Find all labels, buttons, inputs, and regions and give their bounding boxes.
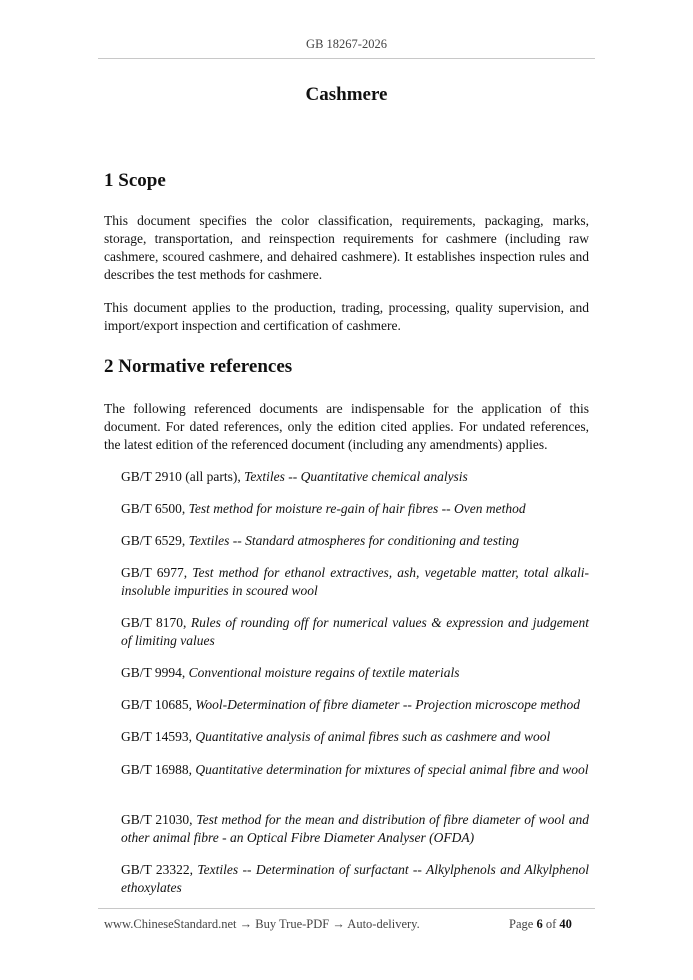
reference-item: [121, 532, 589, 550]
page-of-label: of: [542, 917, 560, 931]
reference-title: Wool-Determination of fibre diameter -- Projection microscope method: [195, 697, 580, 712]
page-total: 40: [559, 917, 572, 931]
reference-title: Quantitative analysis of animal fibres such as cashmere and wool: [195, 729, 551, 744]
reference-item: [121, 861, 589, 897]
reference-code: GB/T 9994,: [121, 665, 189, 680]
reference-code: GB/T 16988,: [121, 762, 196, 777]
reference-title: Test method for the mean and distribution of fibre diameter of wool and other animal fibre - an Optical Fibre Diameter Analyser (OFDA): [121, 812, 590, 845]
page-indicator: [509, 917, 572, 932]
reference-title: Test method for ethanol extractives, ash, vegetable matter, total alkali-insoluble impurities in scoured wool: [121, 565, 589, 598]
reference-code: GB/T 8170,: [121, 615, 191, 630]
reference-item: [121, 468, 589, 486]
reference-item: [121, 696, 589, 714]
reference-code: GB/T 6977,: [121, 565, 193, 580]
reference-item: [121, 564, 589, 600]
reference-item: [121, 500, 589, 518]
scope-paragraph-2: This document applies to the production, trading, processing, quality supervision, and import/export inspection and certification of cashmere.: [104, 300, 589, 333]
reference-code: GB/T 14593,: [121, 729, 196, 744]
reference-code: GB/T 23322,: [121, 862, 198, 877]
reference-item: [121, 664, 589, 682]
page-label: Page: [509, 917, 537, 931]
footer-purchase-link[interactable]: www.ChineseStandard.net → Buy True-PDF → Auto-delivery.: [104, 917, 420, 931]
reference-title: Textiles -- Determination of surfactant -- Alkylphenols and Alkylphenol ethoxylates: [121, 862, 589, 895]
reference-code: GB/T 6529,: [121, 533, 189, 548]
section-heading-normative-references: 2 Normative references: [104, 356, 293, 377]
reference-item: [121, 761, 589, 779]
reference-title: Textiles -- Standard atmospheres for conditioning and testing: [188, 533, 520, 548]
reference-title: Rules of rounding off for numerical values & expression and judgement of limiting values: [121, 615, 590, 648]
reference-code: GB/T 6500,: [121, 501, 189, 516]
reference-item: [121, 614, 589, 650]
normative-references-intro: The following referenced documents are indispensable for the application of this document. For dated references, only the edition cited applies. For undated references, the latest edition of the referenced document (including any amendments) applies.: [104, 401, 589, 452]
reference-code: GB/T 21030,: [121, 812, 197, 827]
reference-code: GB/T 2910 (all parts),: [121, 469, 245, 484]
reference-item: [121, 728, 589, 746]
running-header: GB 18267-2026: [306, 37, 387, 51]
reference-title: Quantitative determination for mixtures of special animal fibre and wool: [195, 762, 589, 777]
header-rule: [98, 58, 595, 59]
section-heading-scope: 1 Scope: [104, 170, 166, 191]
reference-title: Conventional moisture regains of textile materials: [188, 665, 460, 680]
scope-paragraph-1: This document specifies the color classification, requirements, packaging, marks, storage, transportation, and reinspection requirements for cashmere (including raw cashmere, scoured cashmere, and dehaired cashmere). It establishes inspection rules and describes the test methods for cashmere.: [104, 213, 589, 282]
reference-title: Textiles -- Quantitative chemical analysis: [244, 469, 468, 484]
reference-title: Test method for moisture re-gain of hair fibres -- Oven method: [188, 501, 526, 516]
reference-code: GB/T 10685,: [121, 697, 196, 712]
document-title: Cashmere: [305, 84, 388, 105]
footer-rule: [98, 908, 595, 909]
page-current: 6: [536, 917, 543, 931]
reference-item: [121, 811, 589, 847]
